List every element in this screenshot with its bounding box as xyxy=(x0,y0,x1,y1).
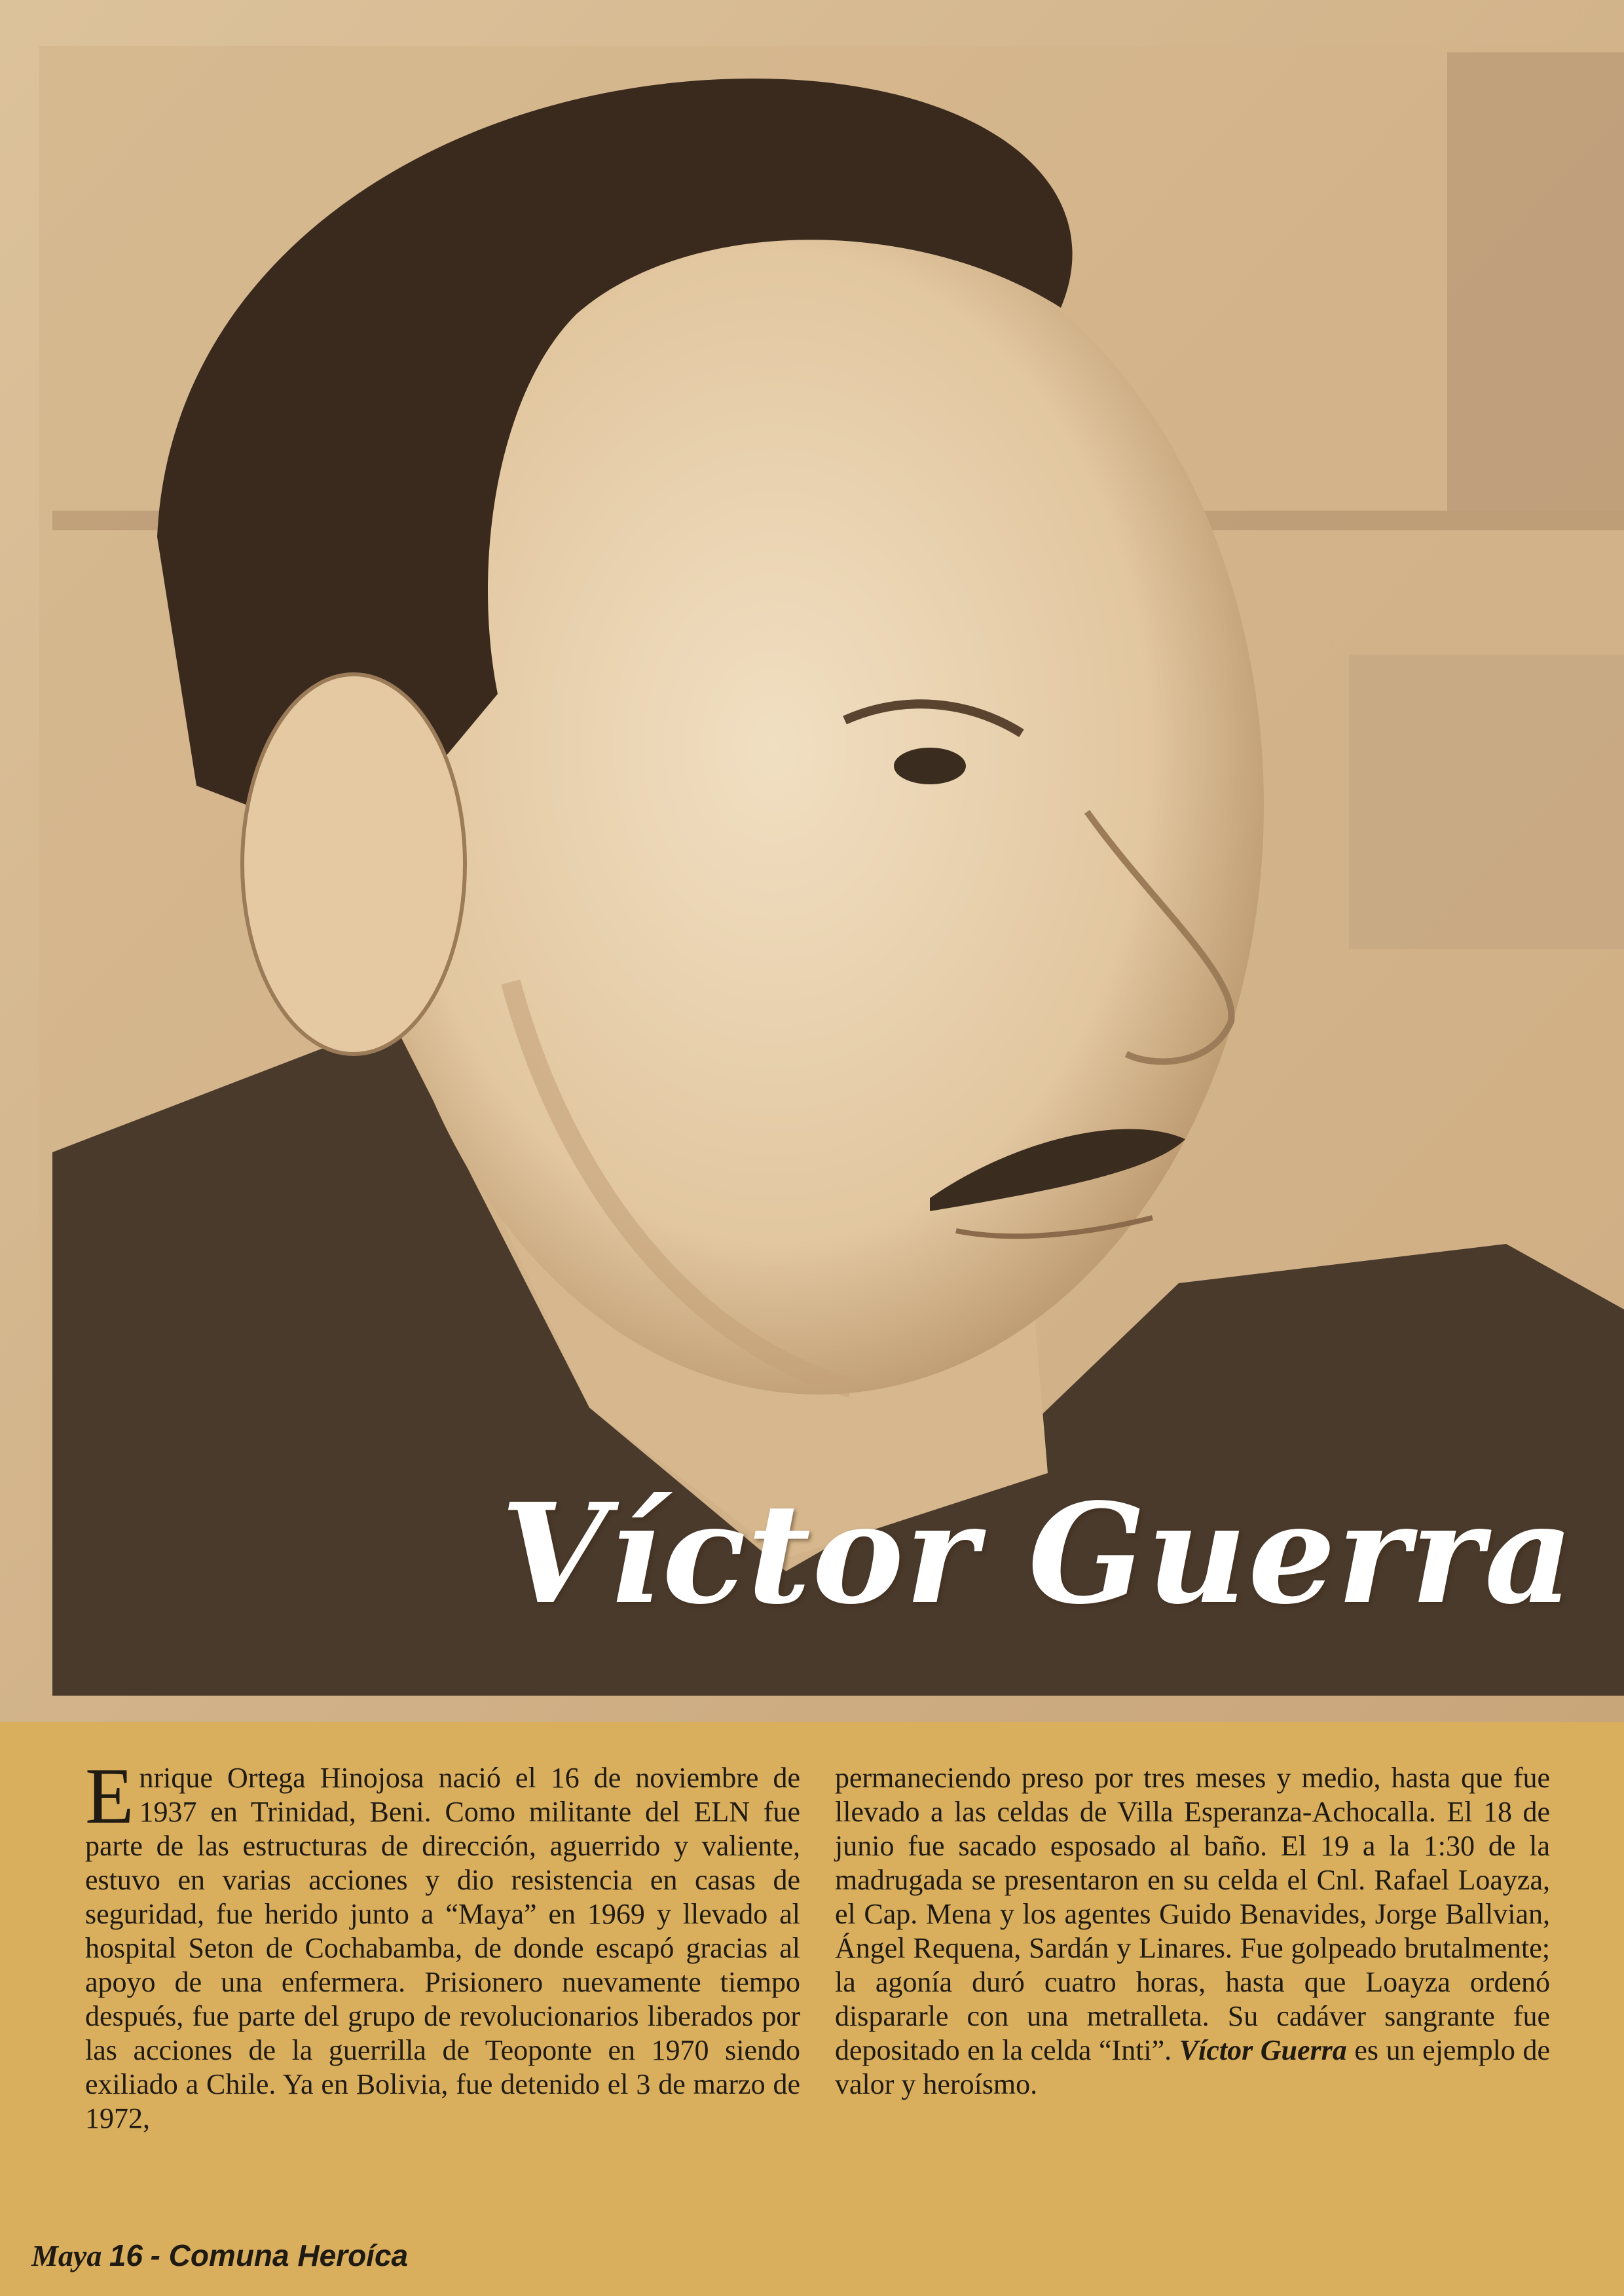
article-text-band xyxy=(0,1722,1624,2296)
dropcap-letter: E xyxy=(85,1752,134,1840)
article-right-text-1: permaneciendo preso por tres meses y medio, hasta que fue llevado a las celdas de Villa Esperanza-Achocalla. El 18 de junio fue sacado esposado al baño. El 19 a la 1:30 de la madrugada se presentaron en su celda el Cnl. Rafael Loayza, el Cap. Mena y los agentes Guido Benavides, Jorge Ballvian, Ángel Requena, Sardán y Linares. Fue golpeado brutalmente; la agonía duró cuatro horas, hasta que Loayza ordenó dispararle con una metralleta. Su cadáver sangrante fue depositado en la celda “Inti”. xyxy=(835,1762,1550,2066)
article-left-text: nrique Ortega Hinojosa nació el 16 de noviembre de 1937 en Trinidad, Beni. Como militante del ELN fue parte de las estructuras de dirección, aguerrido y valiente, estuvo en varias acciones y dio resistencia en casas de seguridad, fue herido junto a “Maya” en 1969 y llevado al hospital Seton de Cochabamba, de donde escapó gracias al apoyo de una enfermera. Prisionero nuevamente tiempo después, fue parte del grupo de revolucionarios liberados por las acciones de la guerrilla de Teoponte en 1970 siendo exiliado a Chile. Ya en Bolivia, fue detenido el 3 de marzo de 1972, xyxy=(85,1762,800,2134)
footer-section-name: - Comuna Heroíca xyxy=(150,2238,409,2272)
article-right-emphasis: Víctor Guerra xyxy=(1179,2034,1347,2066)
page-footer xyxy=(31,2238,408,2273)
article-right-text-2: es un ejemplo de valor y heroísmo. xyxy=(835,2034,1550,2100)
footer-magazine-name: Maya xyxy=(31,2239,102,2272)
article-column-left xyxy=(85,1752,800,2136)
article-title: Víctor Guerra xyxy=(500,1473,1575,1635)
footer-page-number: 16 xyxy=(109,2238,143,2272)
article-column-right xyxy=(835,1761,1550,2102)
